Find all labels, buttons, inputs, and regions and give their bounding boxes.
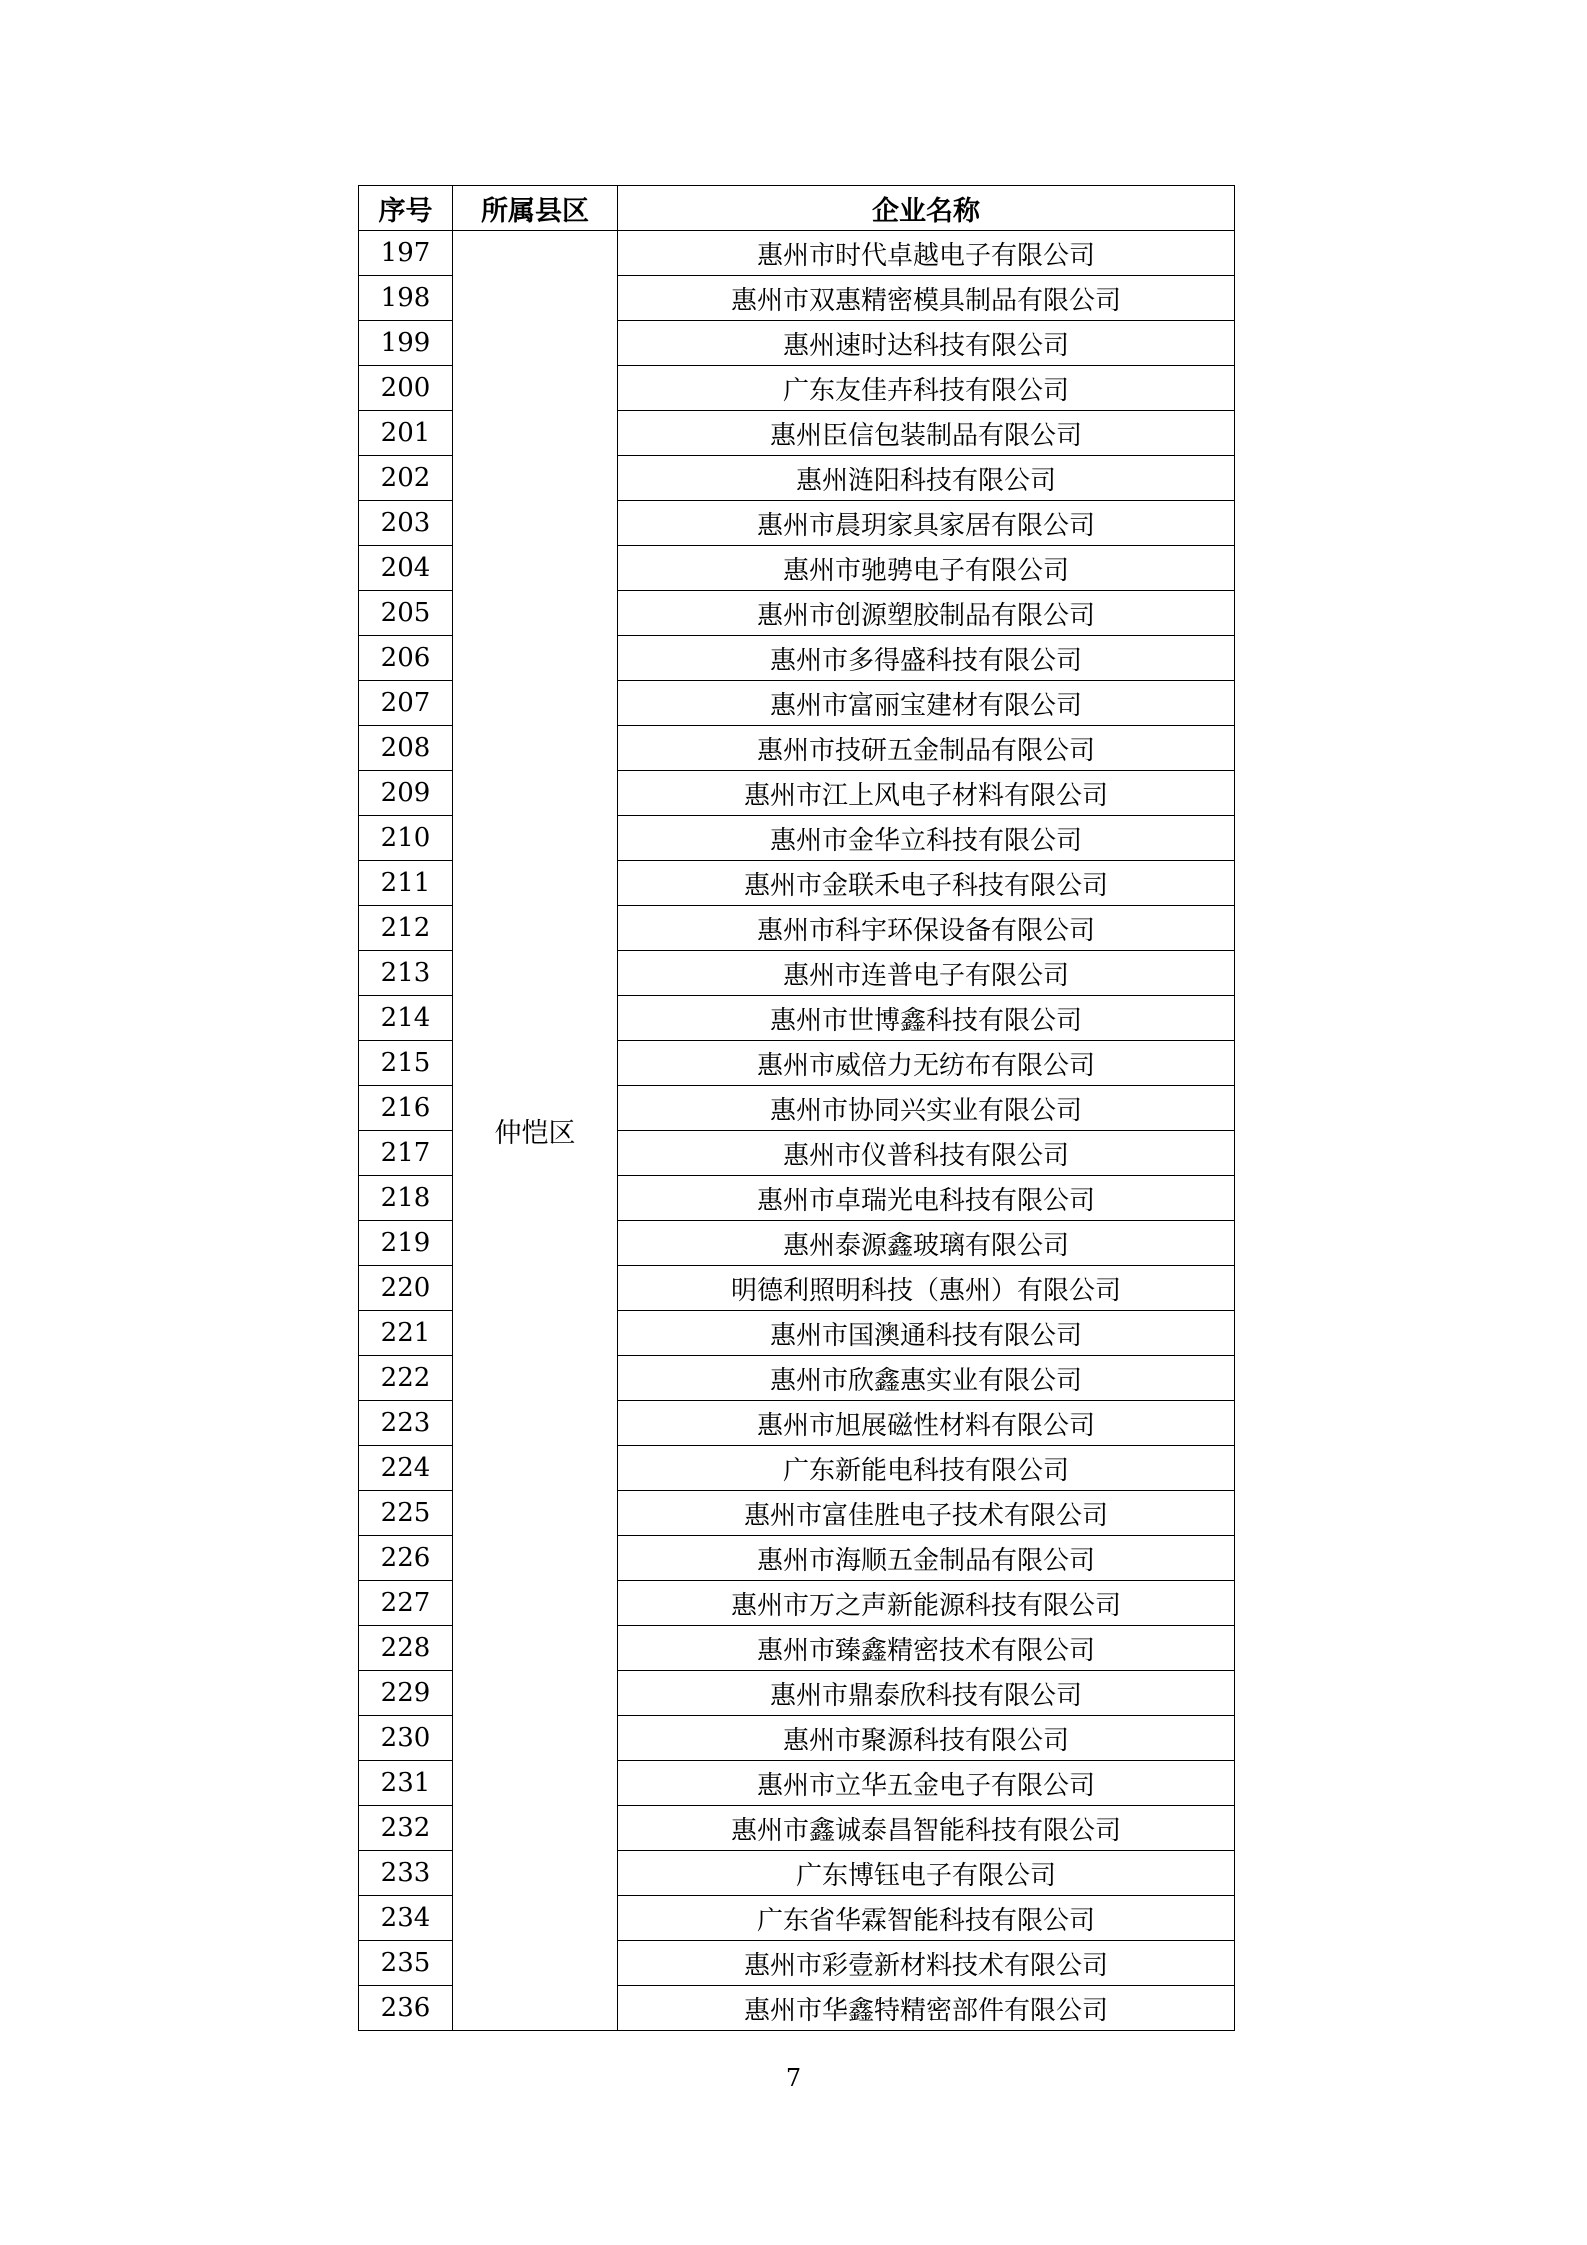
serial-number-cell: 216: [359, 1086, 453, 1131]
serial-number-cell: 212: [359, 906, 453, 951]
serial-number-cell: 211: [359, 861, 453, 906]
company-name-cell: 惠州市立华五金电子有限公司: [618, 1761, 1235, 1806]
serial-number-cell: 197: [359, 231, 453, 276]
company-name-cell: 惠州市金联禾电子科技有限公司: [618, 861, 1235, 906]
company-name-cell: 惠州市海顺五金制品有限公司: [618, 1536, 1235, 1581]
serial-number-cell: 226: [359, 1536, 453, 1581]
company-name-cell: 惠州市卓瑞光电科技有限公司: [618, 1176, 1235, 1221]
serial-number-cell: 204: [359, 546, 453, 591]
enterprise-table: [358, 185, 1235, 2031]
table-body: [359, 231, 1235, 2031]
serial-number-cell: 223: [359, 1401, 453, 1446]
serial-number-cell: 199: [359, 321, 453, 366]
company-name-cell: 惠州市创源塑胶制品有限公司: [618, 591, 1235, 636]
company-name-cell: 惠州市世博鑫科技有限公司: [618, 996, 1235, 1041]
company-name-cell: 惠州市晨玥家具家居有限公司: [618, 501, 1235, 546]
serial-number-cell: 220: [359, 1266, 453, 1311]
company-name-cell: 惠州市彩壹新材料技术有限公司: [618, 1941, 1235, 1986]
serial-number-cell: 221: [359, 1311, 453, 1356]
company-name-cell: 惠州市双惠精密模具制品有限公司: [618, 276, 1235, 321]
company-name-cell: 惠州市驰骋电子有限公司: [618, 546, 1235, 591]
serial-number-cell: 222: [359, 1356, 453, 1401]
company-name-cell: 广东省华霖智能科技有限公司: [618, 1896, 1235, 1941]
header-row: [359, 186, 1235, 231]
serial-number-cell: 205: [359, 591, 453, 636]
company-name-cell: 惠州市仪普科技有限公司: [618, 1131, 1235, 1176]
serial-number-cell: 213: [359, 951, 453, 996]
serial-number-cell: 215: [359, 1041, 453, 1086]
company-name-cell: 广东博钰电子有限公司: [618, 1851, 1235, 1896]
company-name-cell: 惠州市连普电子有限公司: [618, 951, 1235, 996]
company-name-cell: 广东新能电科技有限公司: [618, 1446, 1235, 1491]
table-row: [359, 231, 1235, 276]
serial-number-cell: 209: [359, 771, 453, 816]
serial-number-cell: 201: [359, 411, 453, 456]
serial-number-cell: 202: [359, 456, 453, 501]
company-name-cell: 惠州市旭展磁性材料有限公司: [618, 1401, 1235, 1446]
company-name-cell: 惠州市威倍力无纺布有限公司: [618, 1041, 1235, 1086]
company-name-cell: 惠州市金华立科技有限公司: [618, 816, 1235, 861]
serial-number-cell: 224: [359, 1446, 453, 1491]
serial-number-cell: 218: [359, 1176, 453, 1221]
company-name-cell: 惠州市多得盛科技有限公司: [618, 636, 1235, 681]
serial-number-cell: 203: [359, 501, 453, 546]
serial-number-cell: 229: [359, 1671, 453, 1716]
company-name-cell: 惠州市技研五金制品有限公司: [618, 726, 1235, 771]
serial-number-cell: 214: [359, 996, 453, 1041]
company-name-cell: 惠州涟阳科技有限公司: [618, 456, 1235, 501]
company-name-cell: 惠州市国澳通科技有限公司: [618, 1311, 1235, 1356]
company-name-cell: 惠州市科宇环保设备有限公司: [618, 906, 1235, 951]
serial-number-cell: 210: [359, 816, 453, 861]
company-name-cell: 惠州市万之声新能源科技有限公司: [618, 1581, 1235, 1626]
company-name-cell: 惠州市鑫诚泰昌智能科技有限公司: [618, 1806, 1235, 1851]
company-name-cell: 惠州市欣鑫惠实业有限公司: [618, 1356, 1235, 1401]
serial-number-cell: 217: [359, 1131, 453, 1176]
serial-number-cell: 231: [359, 1761, 453, 1806]
company-name-cell: 广东友佳卉科技有限公司: [618, 366, 1235, 411]
company-name-cell: 惠州速时达科技有限公司: [618, 321, 1235, 366]
serial-number-cell: 208: [359, 726, 453, 771]
company-name-cell: 惠州市江上风电子材料有限公司: [618, 771, 1235, 816]
company-name-cell: 惠州臣信包装制品有限公司: [618, 411, 1235, 456]
serial-number-cell: 198: [359, 276, 453, 321]
serial-number-cell: 206: [359, 636, 453, 681]
serial-number-cell: 234: [359, 1896, 453, 1941]
serial-number-cell: 225: [359, 1491, 453, 1536]
company-name-cell: 惠州市华鑫特精密部件有限公司: [618, 1986, 1235, 2031]
company-name-cell: 惠州市时代卓越电子有限公司: [618, 231, 1235, 276]
header-district: 所属县区: [453, 186, 618, 231]
company-name-cell: 惠州泰源鑫玻璃有限公司: [618, 1221, 1235, 1266]
serial-number-cell: 219: [359, 1221, 453, 1266]
serial-number-cell: 230: [359, 1716, 453, 1761]
serial-number-cell: 227: [359, 1581, 453, 1626]
serial-number-cell: 233: [359, 1851, 453, 1896]
company-name-cell: 惠州市富丽宝建材有限公司: [618, 681, 1235, 726]
company-name-cell: 惠州市鼎泰欣科技有限公司: [618, 1671, 1235, 1716]
serial-number-cell: 228: [359, 1626, 453, 1671]
page-number: 7: [785, 2064, 802, 2092]
serial-number-cell: 236: [359, 1986, 453, 2031]
serial-number-cell: 207: [359, 681, 453, 726]
header-company-name: 企业名称: [618, 186, 1235, 231]
company-name-cell: 明德利照明科技（惠州）有限公司: [618, 1266, 1235, 1311]
company-name-cell: 惠州市聚源科技有限公司: [618, 1716, 1235, 1761]
company-name-cell: 惠州市协同兴实业有限公司: [618, 1086, 1235, 1131]
company-name-cell: 惠州市富佳胜电子技术有限公司: [618, 1491, 1235, 1536]
header-serial-number: 序号: [359, 186, 453, 231]
company-name-cell: 惠州市臻鑫精密技术有限公司: [618, 1626, 1235, 1671]
serial-number-cell: 235: [359, 1941, 453, 1986]
serial-number-cell: 232: [359, 1806, 453, 1851]
serial-number-cell: 200: [359, 366, 453, 411]
district-cell: 仲恺区: [453, 231, 618, 2031]
